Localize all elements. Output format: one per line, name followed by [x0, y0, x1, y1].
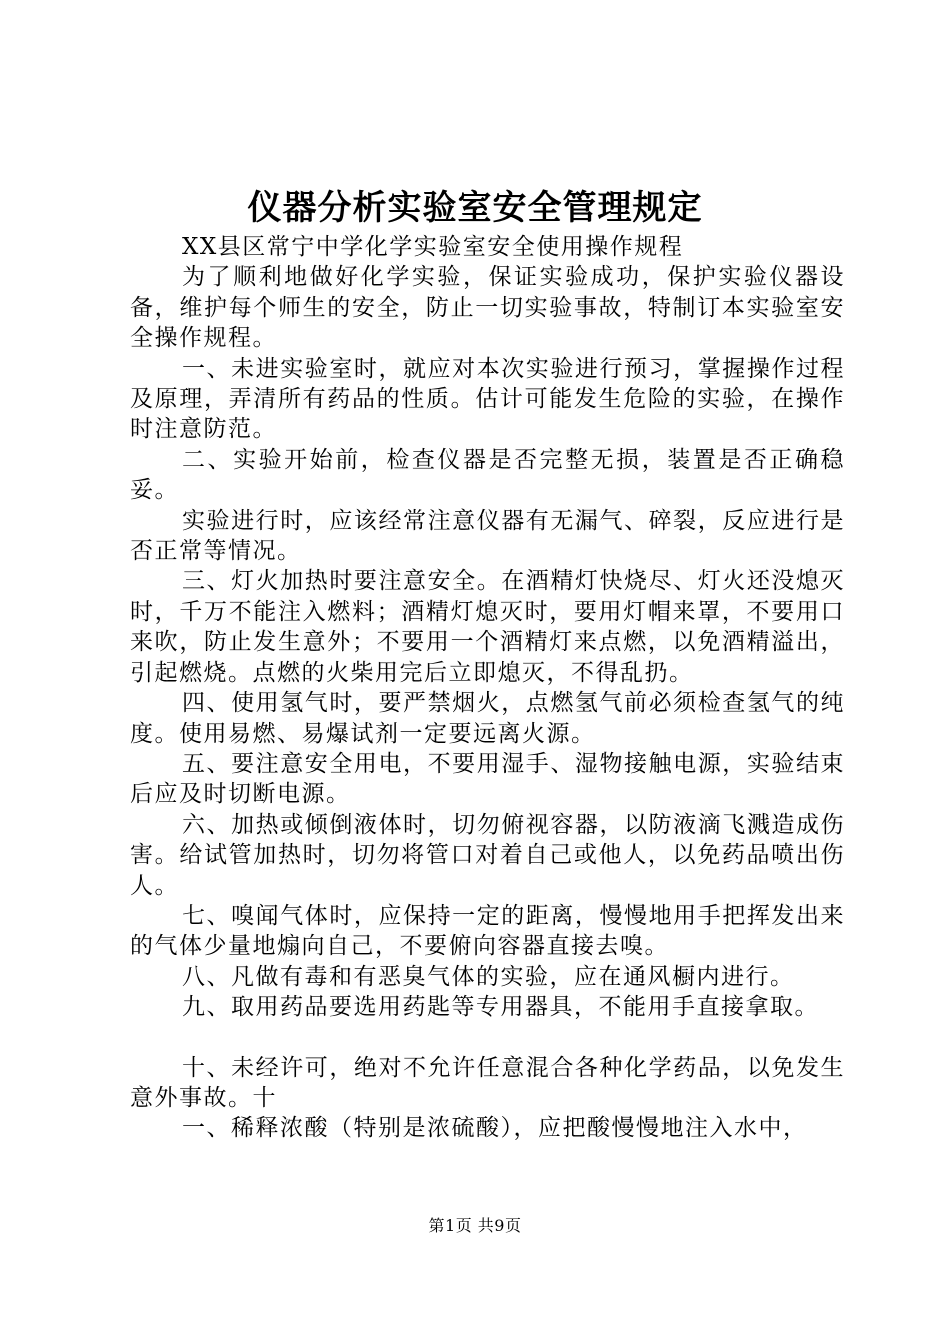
paragraph-intro: 为了顺利地做好化学实验，保证实验成功，保护实验仪器设备，维护每个师生的安全，防止一切实验事故，特制订本实验室安全操作规程。 — [130, 264, 845, 352]
paragraph-rule-2: 二、实验开始前，检查仪器是否完整无损，装置是否正确稳妥。 — [130, 446, 845, 504]
document-title: 仪器分析实验室安全管理规定 — [247, 188, 703, 228]
paragraph-rule-5: 五、要注意安全用电，不要用湿手、湿物接触电源，实验结束后应及时切断电源。 — [130, 750, 845, 808]
paragraph-spacer — [130, 1023, 845, 1053]
document-body — [130, 232, 845, 1144]
paragraph-rule-4: 四、使用氢气时，要严禁烟火，点燃氢气前必须检查氢气的纯度。使用易燃、易爆试剂一定要远离火源。 — [130, 690, 845, 747]
paragraph-rule-11: 一、稀释浓酸（特别是浓硫酸），应把酸慢慢地注入水中， — [182, 1115, 808, 1142]
paragraph-subtitle: XX县区常宁中学化学实验室安全使用操作规程 — [182, 234, 684, 260]
paragraph-rule-7: 七、嗅闻气体时，应保持一定的距离，慢慢地用手把挥发出来的气体少量地煽向自己，不要俯向容器直接去嗅。 — [130, 902, 845, 960]
page-number-footer: 第1页 共9页 — [428, 1216, 522, 1235]
paragraph-rule-6: 六、加热或倾倒液体时，切勿俯视容器，以防液滴飞溅造成伤害。给试管加热时，切勿将管口对着自己或他人，以免药品喷出伤人。 — [130, 811, 845, 899]
paragraph-rule-2-cont: 实验进行时，应该经常注意仪器有无漏气、碎裂，反应进行是否正常等情况。 — [130, 507, 845, 565]
paragraph-rule-9: 九、取用药品要选用药匙等专用器具，不能用手直接拿取。 — [182, 994, 819, 1021]
paragraph-rule-8: 八、凡做有毒和有恶臭气体的实验，应在通风橱内进行。 — [182, 963, 795, 990]
paragraph-rule-1: 一、未进实验室时，就应对本次实验进行预习，掌握操作过程及原理，弄清所有药品的性质。估计可能发生危险的实验，在操作时注意防范。 — [130, 355, 845, 443]
paragraph-rule-3: 三、灯火加热时要注意安全。在酒精灯快烧尽、灯火还没熄灭时，千万不能注入燃料；酒精灯熄灭时，要用灯帽来罩，不要用口来吹，防止发生意外；不要用一个酒精灯来点燃，以免酒精溢出，引起燃烧。点燃的火柴用完后立即熄灭，不得乱扔。 — [130, 568, 845, 686]
paragraph-rule-10: 十、未经许可，绝对不允许任意混合各种化学药品，以免发生意外事故。十 — [130, 1054, 845, 1111]
